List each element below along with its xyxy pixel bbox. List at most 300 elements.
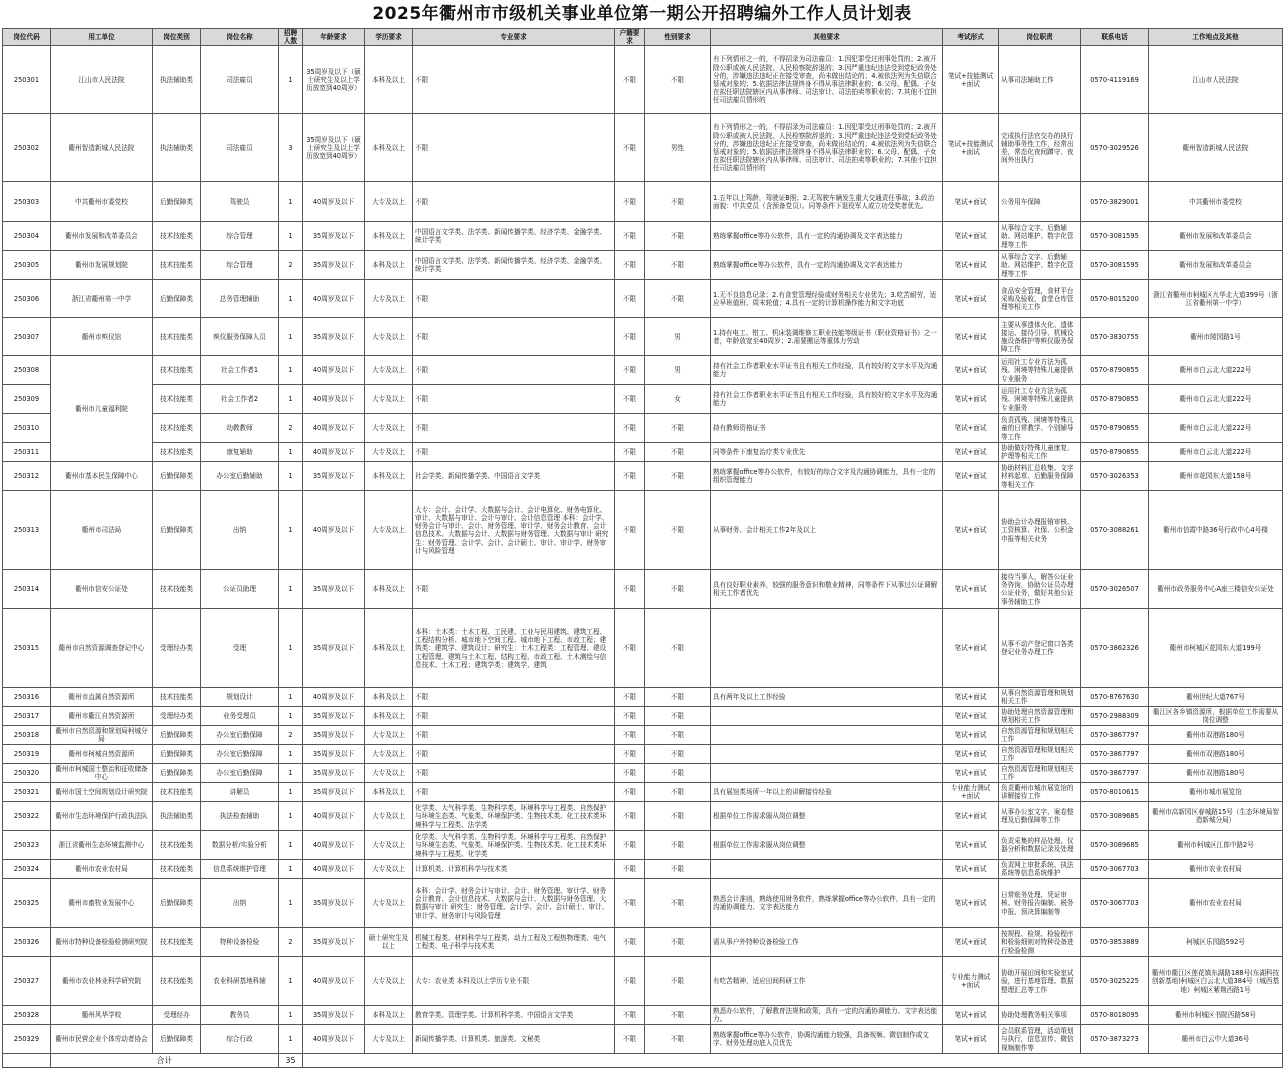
cell-location: 衢州市农业农村局 [1149, 879, 1283, 928]
cell-exam: 笔试+面试 [943, 745, 999, 764]
cell-category: 受理经办类 [153, 707, 201, 726]
table-row [3, 764, 1283, 783]
page-title: 2025年衢州市市级机关事业单位第一期公开招聘编外工作人员计划表 [372, 4, 912, 24]
table-row [3, 443, 1283, 462]
cell-unit: 衢州市生态环境保护行政执法队 [51, 802, 153, 831]
col-header-exam: 考试形式 [943, 29, 999, 46]
col-header-gender: 性别要求 [645, 29, 711, 46]
cell-category: 技术技能类 [153, 356, 201, 385]
cell-unit: 衢州市民营企业个体劳动者协会 [51, 1025, 153, 1054]
cell-age: 35周岁及以下 [303, 707, 365, 726]
cell-count: 1 [279, 1025, 303, 1054]
cell-code: 250329 [3, 1025, 51, 1054]
cell-code: 250313 [3, 491, 51, 570]
cell-location: 衢州智造新城人民法院 [1149, 114, 1283, 182]
cell-residence: 不限 [615, 783, 645, 802]
cell-gender: 不限 [645, 491, 711, 570]
cell-unit: 衢州市柯城国土整治和征收储备中心 [51, 764, 153, 783]
cell-major: 大专：会计、会计学、大数据与会计、会计电算化、财务电算化、审计、大数据与审计、会计与审计、会计信息管理 本科：会计学、财务会计与审计、会计、财务管理、审计学、财务会计教育、会计信息技术、大数据与会计、大数据与财务管理、大数据与审计 研究生：财务管理、会计学、会计、会计硕士、审计、审计学、财务审计与风险管理 [413, 491, 615, 570]
cell-location: 衢州市白云北大道222号 [1149, 356, 1283, 385]
cell-location: 衢州市政务服务中心A座三楼信安公证处 [1149, 570, 1283, 609]
cell-phone: 0570-3873273 [1081, 1025, 1149, 1054]
col-header-other: 其他要求 [711, 29, 943, 46]
cell-major: 不限 [413, 443, 615, 462]
cell-code: 250310 [3, 414, 51, 443]
cell-code: 250315 [3, 609, 51, 688]
cell-age: 35周岁及以下 [303, 928, 365, 957]
col-header-code: 岗位代码 [3, 29, 51, 46]
cell-residence: 不限 [615, 1006, 645, 1025]
table-row [3, 1006, 1283, 1025]
cell-gender: 不限 [645, 726, 711, 745]
cell-age: 35周岁及以下 [303, 879, 365, 928]
cell-residence: 不限 [615, 570, 645, 609]
col-header-unit: 用工单位 [51, 29, 153, 46]
cell-exam: 笔试+面试 [943, 280, 999, 318]
cell-duties: 公务用车保障 [999, 182, 1081, 222]
cell-count: 1 [279, 462, 303, 491]
cell-code: 250318 [3, 726, 51, 745]
cell-gender: 不限 [645, 957, 711, 1006]
cell-location: 衢州市农业农村局 [1149, 860, 1283, 879]
cell-position: 幼教教师 [201, 414, 279, 443]
table-row [3, 783, 1283, 802]
cell-count: 1 [279, 1006, 303, 1025]
cell-count: 1 [279, 222, 303, 251]
table-row [3, 957, 1283, 1006]
cell-location: 衢州市双港路180号 [1149, 745, 1283, 764]
cell-other: 同等条件下康复治疗类专业优先 [711, 443, 943, 462]
cell-major: 不限 [413, 182, 615, 222]
cell-position: 社会工作者2 [201, 385, 279, 414]
cell-phone: 0570-8018095 [1081, 1006, 1149, 1025]
cell-count: 3 [279, 114, 303, 182]
cell-unit: 衢州市自然资源调查登记中心 [51, 609, 153, 688]
cell-gender: 男性 [645, 114, 711, 182]
cell-count: 1 [279, 491, 303, 570]
cell-gender: 女 [645, 385, 711, 414]
cell-age: 35周岁及以下（硕士研究生及以上学历放宽到40周岁） [303, 114, 365, 182]
cell-exam: 笔试+面试 [943, 609, 999, 688]
cell-location: 衢州世纪大道767号 [1149, 688, 1283, 707]
cell-category: 执法辅助类 [153, 114, 201, 182]
table-row [3, 688, 1283, 707]
cell-phone: 0570-3867797 [1081, 764, 1149, 783]
cell-gender: 不限 [645, 222, 711, 251]
cell-phone: 0570-3853889 [1081, 928, 1149, 957]
cell-exam: 笔试+面试 [943, 491, 999, 570]
cell-location: 衢州市高新园区春城路15号（生态环境局智造新城分局） [1149, 802, 1283, 831]
cell-position: 受理 [201, 609, 279, 688]
cell-code: 250314 [3, 570, 51, 609]
cell-other: 熟练掌握office等办公软件，具有一定的沟通协调及文字表达能力 [711, 222, 943, 251]
cell-exam: 笔试+面试 [943, 860, 999, 879]
cell-code: 250304 [3, 222, 51, 251]
cell-category: 技术技能类 [153, 831, 201, 860]
cell-position: 办公室后勤保障 [201, 726, 279, 745]
cell-exam: 笔试+面试 [943, 462, 999, 491]
cell-count: 2 [279, 251, 303, 280]
cell-position: 教务员 [201, 1006, 279, 1025]
cell-major: 新闻传播学类、计算机类、旅游类、文秘类 [413, 1025, 615, 1054]
cell-unit: 衢州市国土空间规划设计研究院 [51, 783, 153, 802]
cell-education: 大专及以上 [365, 182, 413, 222]
cell-unit: 衢州风华学校 [51, 1006, 153, 1025]
cell-gender: 不限 [645, 443, 711, 462]
cell-gender: 不限 [645, 414, 711, 443]
cell-other: 有下列情形之一的，不得招录为司法雇员：1.因犯罪受过刑事处罚的；2.被开除公职或被人民法院、人民检察院辞退的；3.因严重违纪违法受到党纪政务处分的，涉嫌违法违纪正在接受审查，尚未做出结论的；4.被依法列为失信联合惩戒对象的；5.依据法律法规终身不得从事法律职业的；6.父母、配偶、子女在拟任职法院辖区内从事律师、司法审计、司法拍卖等职业的；7.其他不宜担任司法雇员情形的 [711, 114, 943, 182]
cell-location: 衢州市信霞中路36号行政中心4号楼 [1149, 491, 1283, 570]
cell-count: 1 [279, 688, 303, 707]
cell-location: 衢州市双港路180号 [1149, 726, 1283, 745]
col-header-phone: 联系电话 [1081, 29, 1149, 46]
cell-gender: 不限 [645, 831, 711, 860]
table-row [3, 222, 1283, 251]
cell-position: 综合管理 [201, 251, 279, 280]
cell-position: 办公室后勤保障 [201, 745, 279, 764]
cell-education: 本科及以上 [365, 462, 413, 491]
recruitment-table [2, 28, 1283, 1068]
cell-unit: 衢州市特种设备检验检测研究院 [51, 928, 153, 957]
cell-code: 250308 [3, 356, 51, 385]
cell-exam: 笔试+面试 [943, 928, 999, 957]
cell-exam: 专业能力测试+面试 [943, 957, 999, 1006]
cell-gender: 不限 [645, 609, 711, 688]
cell-gender: 不限 [645, 688, 711, 707]
cell-residence: 不限 [615, 280, 645, 318]
cell-phone: 0570-3026353 [1081, 462, 1149, 491]
table-row [3, 802, 1283, 831]
cell-major: 不限 [413, 414, 615, 443]
cell-count: 1 [279, 745, 303, 764]
col-header-count: 招聘人数 [279, 29, 303, 46]
cell-location: 江山市人民法院 [1149, 46, 1283, 114]
cell-position: 综合管理 [201, 222, 279, 251]
cell-duties: 会员联系管理，活动策划与执行，信息宣传、微信视频制作等 [999, 1025, 1081, 1054]
cell-exam: 笔试+面试 [943, 318, 999, 356]
cell-code: 250302 [3, 114, 51, 182]
col-header-residence: 户籍要求 [615, 29, 645, 46]
table-row [3, 182, 1283, 222]
total-blank [3, 1054, 51, 1068]
cell-residence: 不限 [615, 443, 645, 462]
cell-count: 1 [279, 182, 303, 222]
cell-education: 大专及以上 [365, 1025, 413, 1054]
cell-duties: 协助开展田间和实验室试验，进行基地管理、数据整理汇总等工作 [999, 957, 1081, 1006]
table-row [3, 1025, 1283, 1054]
cell-major: 中国语言文学类、法学类、新闻传播学类、经济学类、金融学类、统计学类 [413, 251, 615, 280]
cell-unit: 江山市人民法院 [51, 46, 153, 114]
cell-other: 具有展馆类场所一年以上的讲解接待经验 [711, 783, 943, 802]
cell-residence: 不限 [615, 46, 645, 114]
cell-major: 中国语言文学类、法学类、新闻传播学类、经济学类、金融学类、统计学类 [413, 222, 615, 251]
cell-count: 1 [279, 802, 303, 831]
cell-unit: 衢州市司法局 [51, 491, 153, 570]
cell-gender: 不限 [645, 280, 711, 318]
cell-location: 衢州市白云北大道222号 [1149, 414, 1283, 443]
cell-exam: 笔试+面试 [943, 570, 999, 609]
cell-age: 40周岁及以下 [303, 802, 365, 831]
cell-duties: 自然资源管理和规划相关工作 [999, 726, 1081, 745]
cell-residence: 不限 [615, 318, 645, 356]
cell-duties: 从事不动产登记窗口各类登记业务办理工作 [999, 609, 1081, 688]
cell-exam: 笔试+面试 [943, 802, 999, 831]
cell-unit: 浙江省衢州第一中学 [51, 280, 153, 318]
table-row [3, 707, 1283, 726]
cell-education: 本科及以上 [365, 46, 413, 114]
cell-count: 1 [279, 957, 303, 1006]
cell-major: 计算机类、计算机科学与技术类 [413, 860, 615, 879]
cell-phone: 0570-3829001 [1081, 182, 1149, 222]
cell-code: 250319 [3, 745, 51, 764]
cell-category: 执法辅助类 [153, 46, 201, 114]
cell-other: 熟悉会计准则，熟练使用财务软件，熟练掌握office等办公软件，具有一定的沟通协调能力、文字表达能力 [711, 879, 943, 928]
table-row [3, 280, 1283, 318]
cell-position: 司法雇员 [201, 114, 279, 182]
cell-gender: 不限 [645, 46, 711, 114]
cell-unit: 浙江省衢州生态环境监测中心 [51, 831, 153, 860]
cell-phone: 0570-3026507 [1081, 570, 1149, 609]
cell-phone: 0570-3089685 [1081, 831, 1149, 860]
cell-major: 不限 [413, 356, 615, 385]
cell-position: 社会工作者1 [201, 356, 279, 385]
cell-age: 35周岁及以下 [303, 609, 365, 688]
cell-location: 衢州市城市展览馆 [1149, 783, 1283, 802]
cell-category: 技术技能类 [153, 860, 201, 879]
cell-position: 办公室后勤保障 [201, 764, 279, 783]
cell-unit: 衢州市自然资源和规划局柯城分局 [51, 726, 153, 745]
cell-position: 信息系统维护管理 [201, 860, 279, 879]
cell-education: 大专及以上 [365, 385, 413, 414]
table-row [3, 860, 1283, 879]
cell-duties: 从事自然资源管理和规划相关工作 [999, 688, 1081, 707]
cell-duties: 协助做好特殊儿童康复、护理等相关工作 [999, 443, 1081, 462]
cell-exam: 笔试+面试 [943, 356, 999, 385]
cell-duties: 协助处理教务相关事项 [999, 1006, 1081, 1025]
cell-gender: 不限 [645, 928, 711, 957]
cell-other: 具有良好职业素养，较强的服务意识和敬业精神，同等条件下从事过公证调解相关工作者优先 [711, 570, 943, 609]
cell-location: 衢州市白云北大道222号 [1149, 443, 1283, 462]
cell-count: 2 [279, 726, 303, 745]
cell-phone: 0570-3081595 [1081, 251, 1149, 280]
cell-position: 规划设计 [201, 688, 279, 707]
cell-age: 40周岁及以下 [303, 491, 365, 570]
cell-category: 后勤保障类 [153, 1025, 201, 1054]
table-row [3, 251, 1283, 280]
cell-position: 执法检查辅助 [201, 802, 279, 831]
cell-age: 35周岁及以下 [303, 726, 365, 745]
cell-category: 受理经办类 [153, 609, 201, 688]
cell-phone: 0570-3067703 [1081, 879, 1149, 928]
cell-residence: 不限 [615, 1025, 645, 1054]
table-row [3, 318, 1283, 356]
cell-phone: 0570-3029526 [1081, 114, 1149, 182]
cell-unit: 衢州智造新城人民法院 [51, 114, 153, 182]
cell-category: 后勤保障类 [153, 879, 201, 928]
cell-duties: 协助材料汇总收集、文字材料起草、后勤服务保障等相关工作 [999, 462, 1081, 491]
cell-category: 技术技能类 [153, 443, 201, 462]
cell-phone: 0570-8790855 [1081, 443, 1149, 462]
cell-count: 1 [279, 831, 303, 860]
cell-code: 250312 [3, 462, 51, 491]
cell-other: 持有教师资格证书 [711, 414, 943, 443]
table-row [3, 831, 1283, 860]
table-row [3, 609, 1283, 688]
cell-duties: 完成执行法官交办的执行辅助事务性工作，经常出差，常态化夜间蹲守、夜间外出执行 [999, 114, 1081, 182]
cell-age: 35周岁及以下 [303, 222, 365, 251]
cell-age: 40周岁及以下 [303, 957, 365, 1006]
cell-duties: 从事综合文字、后勤辅助、网站维护、数字化管理等工作 [999, 222, 1081, 251]
cell-code: 250326 [3, 928, 51, 957]
cell-location: 浙江省衢州市柯城区九华北大道399号（浙江省衢州第一中学） [1149, 280, 1283, 318]
cell-duties: 协助处理自然资源管理和规划相关工作 [999, 707, 1081, 726]
cell-education: 本科及以上 [365, 251, 413, 280]
col-header-major: 专业要求 [413, 29, 615, 46]
cell-location: 衢州市柯城区江郎中路2号 [1149, 831, 1283, 860]
cell-location: 衢州市柯城区花园东大道199号 [1149, 609, 1283, 688]
cell-exam: 笔试+面试 [943, 222, 999, 251]
cell-other: 1.五年以上驾龄，驾驶证B照；2.无驾驶车辆发生重大交通责任事故；3.政治面貌：中共党员（含预备党员）。同等条件下退役军人或立功受奖者优先。 [711, 182, 943, 222]
cell-count: 1 [279, 385, 303, 414]
cell-duties: 负责网上审批系统、执法系统等信息系统维护 [999, 860, 1081, 879]
cell-gender: 不限 [645, 1025, 711, 1054]
cell-other: 根据单位工作需求服从岗位调整 [711, 802, 943, 831]
cell-duties: 负责衢州市城市展览馆的讲解接待工作 [999, 783, 1081, 802]
cell-residence: 不限 [615, 957, 645, 1006]
cell-gender: 不限 [645, 764, 711, 783]
cell-major: 不限 [413, 280, 615, 318]
cell-residence: 不限 [615, 802, 645, 831]
cell-education: 本科及以上 [365, 609, 413, 688]
cell-major: 不限 [413, 764, 615, 783]
cell-education: 本科及以上 [365, 707, 413, 726]
cell-unit: 衢州市衢江自然资源所 [51, 707, 153, 726]
table-row [3, 726, 1283, 745]
cell-code: 250306 [3, 280, 51, 318]
total-label: 合计 [51, 1054, 279, 1068]
table-row [3, 570, 1283, 609]
cell-age: 35周岁及以下（硕士研究生及以上学历放宽到40周岁） [303, 46, 365, 114]
cell-gender: 男 [645, 318, 711, 356]
cell-position: 康复辅助 [201, 443, 279, 462]
cell-education: 大专及以上 [365, 879, 413, 928]
cell-education: 本科及以上 [365, 688, 413, 707]
cell-residence: 不限 [615, 251, 645, 280]
cell-residence: 不限 [615, 385, 645, 414]
cell-major: 不限 [413, 570, 615, 609]
cell-education: 本科及以上 [365, 1006, 413, 1025]
cell-unit: 衢州市发展规划院 [51, 251, 153, 280]
cell-count: 1 [279, 46, 303, 114]
cell-age: 40周岁及以下 [303, 414, 365, 443]
cell-phone: 0570-8010615 [1081, 783, 1149, 802]
cell-duties: 运用社工专业方法为孤残、困境等特殊儿童提供专业服务 [999, 385, 1081, 414]
cell-category: 后勤保障类 [153, 280, 201, 318]
cell-code: 250317 [3, 707, 51, 726]
cell-location: 衢州市花园东大道158号 [1149, 462, 1283, 491]
cell-category: 技术技能类 [153, 957, 201, 1006]
cell-exam: 笔试+面试 [943, 443, 999, 462]
cell-other: 需从事户外特种设备检验工作 [711, 928, 943, 957]
table-row [3, 46, 1283, 114]
cell-major: 不限 [413, 726, 615, 745]
cell-unit: 中共衢州市委党校 [51, 182, 153, 222]
cell-phone: 0570-3089685 [1081, 802, 1149, 831]
cell-other: 熟练掌握office等办公软件，协调沟通能力较强，具备视频、微信制作或文字、财务处理功底人员优先 [711, 1025, 943, 1054]
cell-location: 衢州市衢江区莲花镇东湖路188号(东湖科技创新基地)柯城区白云北大道384号（城西基地）柯城区紫荆西路1号 [1149, 957, 1283, 1006]
cell-position: 殡仪服务保障人员 [201, 318, 279, 356]
cell-code: 250321 [3, 783, 51, 802]
cell-other: 有下列情形之一的，不得招录为司法雇员：1.因犯罪受过刑事处罚的；2.被开除公职或被人民法院、人民检察院辞退的；3.因严重违纪违法受到党纪政务处分的，涉嫌违法违纪正在接受审查，尚未做出结论的；4.被依法列为失信联合惩戒对象的；5.依据法律法规终身不得从事法律职业的；6.父母、配偶、子女在拟任职法院辖区内从事律师、司法审计、司法拍卖等职业的；7.其他不宜担任司法雇员情形的 [711, 46, 943, 114]
cell-other [711, 764, 943, 783]
cell-code: 250305 [3, 251, 51, 280]
cell-age: 35周岁及以下 [303, 318, 365, 356]
cell-count: 1 [279, 879, 303, 928]
cell-count: 1 [279, 570, 303, 609]
col-header-duties: 岗位职责 [999, 29, 1081, 46]
cell-exam: 笔试+面试 [943, 251, 999, 280]
cell-phone: 0570-3867797 [1081, 745, 1149, 764]
cell-education: 大专及以上 [365, 726, 413, 745]
cell-phone: 0570-2988309 [1081, 707, 1149, 726]
cell-duties: 从事综合文字、后勤辅助、网站维护、数字化管理等工作 [999, 251, 1081, 280]
cell-age: 40周岁及以下 [303, 831, 365, 860]
cell-other: 有吃苦精神，适应田间科研工作 [711, 957, 943, 1006]
cell-other: 1.无不良信息记录；2.有食堂管理经验或财务相关专业优先；3.吃苦耐劳，适应早班值班、周末轮值；4.具有一定的计算机操作能力和文字功底 [711, 280, 943, 318]
cell-residence: 不限 [615, 879, 645, 928]
cell-gender: 不限 [645, 251, 711, 280]
cell-code: 250320 [3, 764, 51, 783]
cell-age: 40周岁及以下 [303, 356, 365, 385]
cell-education: 大专及以上 [365, 318, 413, 356]
cell-category: 技术技能类 [153, 318, 201, 356]
cell-major: 化学类、大气科学类、生物科学类、环境科学与工程类、自然保护与环境生态类、气象类、环境保护类、生物技术类、化工技术类环境科学与工程类、法学类 [413, 802, 615, 831]
cell-unit: 衢州市直属自然资源所 [51, 688, 153, 707]
cell-position: 公证员助理 [201, 570, 279, 609]
cell-code: 250307 [3, 318, 51, 356]
cell-location: 衢州市白云北大道222号 [1149, 385, 1283, 414]
cell-position: 办公室后勤辅助 [201, 462, 279, 491]
table-row [3, 462, 1283, 491]
cell-other: 从事财务、会计相关工作2年及以上 [711, 491, 943, 570]
cell-exam: 笔试+技能测试+面试 [943, 114, 999, 182]
cell-education: 本科及以上 [365, 222, 413, 251]
cell-major: 不限 [413, 745, 615, 764]
cell-exam: 笔试+面试 [943, 385, 999, 414]
cell-age: 35周岁及以下 [303, 570, 365, 609]
total-count: 35 [279, 1054, 303, 1068]
cell-other [711, 726, 943, 745]
cell-category: 技术技能类 [153, 570, 201, 609]
cell-count: 1 [279, 318, 303, 356]
cell-code: 250303 [3, 182, 51, 222]
cell-residence: 不限 [615, 182, 645, 222]
cell-major: 不限 [413, 46, 615, 114]
cell-major: 不限 [413, 688, 615, 707]
cell-category: 技术技能类 [153, 385, 201, 414]
cell-duties: 协助会计办理报销审核、工资核算、社保、公积金申报等相关业务 [999, 491, 1081, 570]
cell-category: 技术技能类 [153, 928, 201, 957]
cell-major: 本科：会计学、财务会计与审计、会计、财务管理、审计学、财务会计教育、会计信息技术、大数据与会计、大数据与财务管理、大数据与审计 研究生：财务管理、会计学、会计、会计硕士、审计、审计学、财务审计与风险管理 [413, 879, 615, 928]
cell-age: 40周岁及以下 [303, 385, 365, 414]
cell-location: 衢州市陵园路1号 [1149, 318, 1283, 356]
cell-residence: 不限 [615, 860, 645, 879]
cell-exam: 笔试+面试 [943, 764, 999, 783]
cell-duties: 从事办公室文字、案卷整理及后勤保障等工作 [999, 802, 1081, 831]
cell-exam: 笔试+面试 [943, 1006, 999, 1025]
cell-phone: 0570-3067703 [1081, 860, 1149, 879]
cell-category: 技术技能类 [153, 783, 201, 802]
